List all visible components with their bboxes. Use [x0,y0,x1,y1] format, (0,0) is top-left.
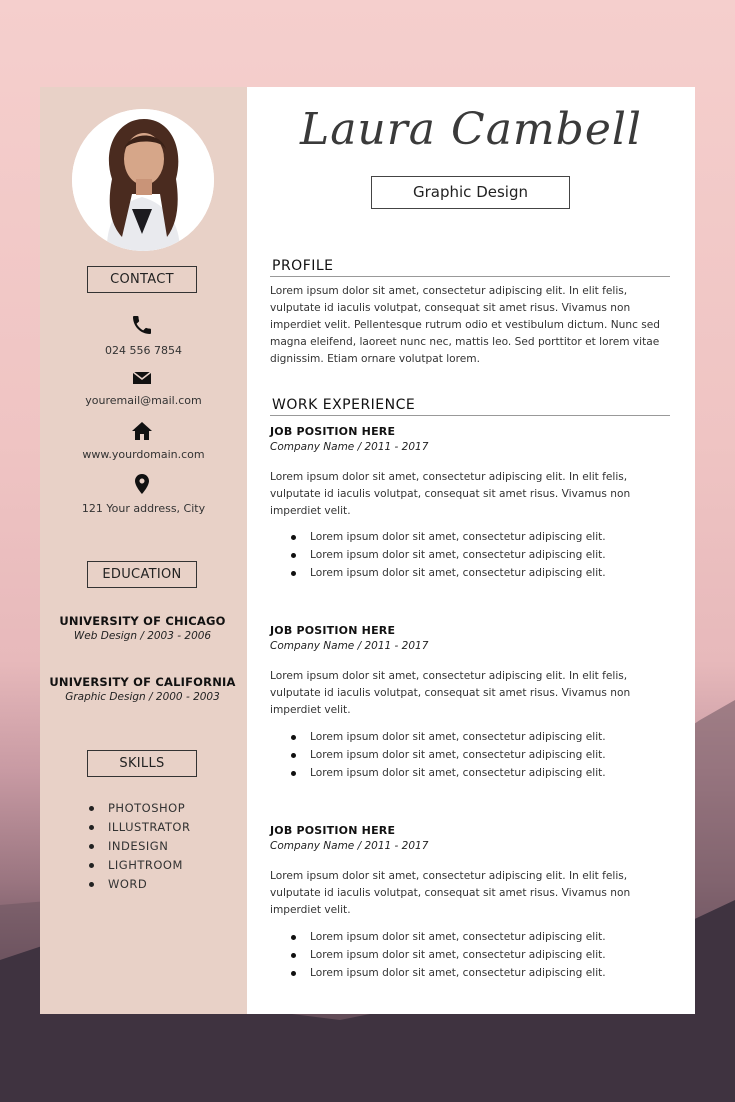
job-bullet: Lorem ipsum dolor sit amet, consectetur adipiscing elit. [289,564,606,582]
job-bullet: Lorem ipsum dolor sit amet, consectetur adipiscing elit. [289,764,606,782]
education-school: UNIVERSITY OF CALIFORNIA [49,675,236,689]
section-divider [270,276,670,277]
candidate-name: Laura Cambell [299,104,642,155]
job-title: JOB POSITION HERE [270,624,396,637]
job-company: Company Name / 2011 - 2017 [270,840,429,852]
skills-list [87,799,190,894]
job-company: Company Name / 2011 - 2017 [270,640,429,652]
phone-icon [130,313,154,337]
skill-item: INDESIGN [87,837,190,856]
job-bullet: Lorem ipsum dolor sit amet, consectetur adipiscing elit. [289,946,606,964]
profile-heading: PROFILE [272,258,334,274]
location-pin-icon [130,472,154,496]
skill-item: WORD [87,875,190,894]
mail-icon [130,366,154,390]
job-company: Company Name / 2011 - 2017 [270,441,429,453]
job-bullet: Lorem ipsum dolor sit amet, consectetur adipiscing elit. [289,728,606,746]
profile-text: Lorem ipsum dolor sit amet, consectetur adipiscing elit. In elit felis, vulputate id iaculis volutpat, consequat sit amet risus. Vivamus non imperdiet velit. Pellentesque rutrum odio et vestibulum dictum. Nunc sed magna eleifend, laoreet nunc nec, mattis leo. Sed porttitor et lorem vitae dignissim. Etiam ornare volutpat lorem. [270,285,661,365]
education-detail: Web Design / 2003 - 2006 [73,630,212,642]
phone-number: 024 556 7854 [105,344,182,357]
section-divider [270,415,670,416]
skills-heading: SKILLS [87,750,197,777]
website-url: www.yourdomain.com [82,448,205,461]
job-description: Lorem ipsum dolor sit amet, consectetur adipiscing elit. In elit felis, vulputate id iaculis volutpat, consequat sit amet risus. Vivamus non imperdiet velit. [270,670,631,716]
job-bullet: Lorem ipsum dolor sit amet, consectetur adipiscing elit. [289,964,606,982]
job-bullets [289,728,606,782]
experience-heading: WORK EXPERIENCE [272,397,416,413]
skill-item: ILLUSTRATOR [87,818,190,837]
job-description: Lorem ipsum dolor sit amet, consectetur adipiscing elit. In elit felis, vulputate id iaculis volutpat, consequat sit amet risus. Vivamus non imperdiet velit. [270,870,631,916]
job-bullet: Lorem ipsum dolor sit amet, consectetur adipiscing elit. [289,546,606,564]
job-bullet: Lorem ipsum dolor sit amet, consectetur adipiscing elit. [289,528,606,546]
job-bullets [289,528,606,582]
contact-heading: CONTACT [87,266,197,293]
skill-item: LIGHTROOM [87,856,190,875]
education-heading: EDUCATION [87,561,197,588]
skill-item: PHOTOSHOP [87,799,190,818]
postal-address: 121 Your address, City [81,502,206,515]
education-school: UNIVERSITY OF CHICAGO [59,614,226,628]
job-role: Graphic Design [371,176,570,209]
education-detail: Graphic Design / 2000 - 2003 [65,691,220,703]
email-address: youremail@mail.com [85,394,202,407]
job-description: Lorem ipsum dolor sit amet, consectetur adipiscing elit. In elit felis, vulputate id iaculis volutpat, consequat sit amet risus. Vivamus non imperdiet velit. [270,471,631,517]
job-bullet: Lorem ipsum dolor sit amet, consectetur adipiscing elit. [289,746,606,764]
job-title: JOB POSITION HERE [270,425,396,438]
home-icon [130,419,154,443]
profile-photo [72,109,214,251]
job-title: JOB POSITION HERE [270,824,396,837]
job-bullets [289,928,606,982]
job-bullet: Lorem ipsum dolor sit amet, consectetur adipiscing elit. [289,928,606,946]
